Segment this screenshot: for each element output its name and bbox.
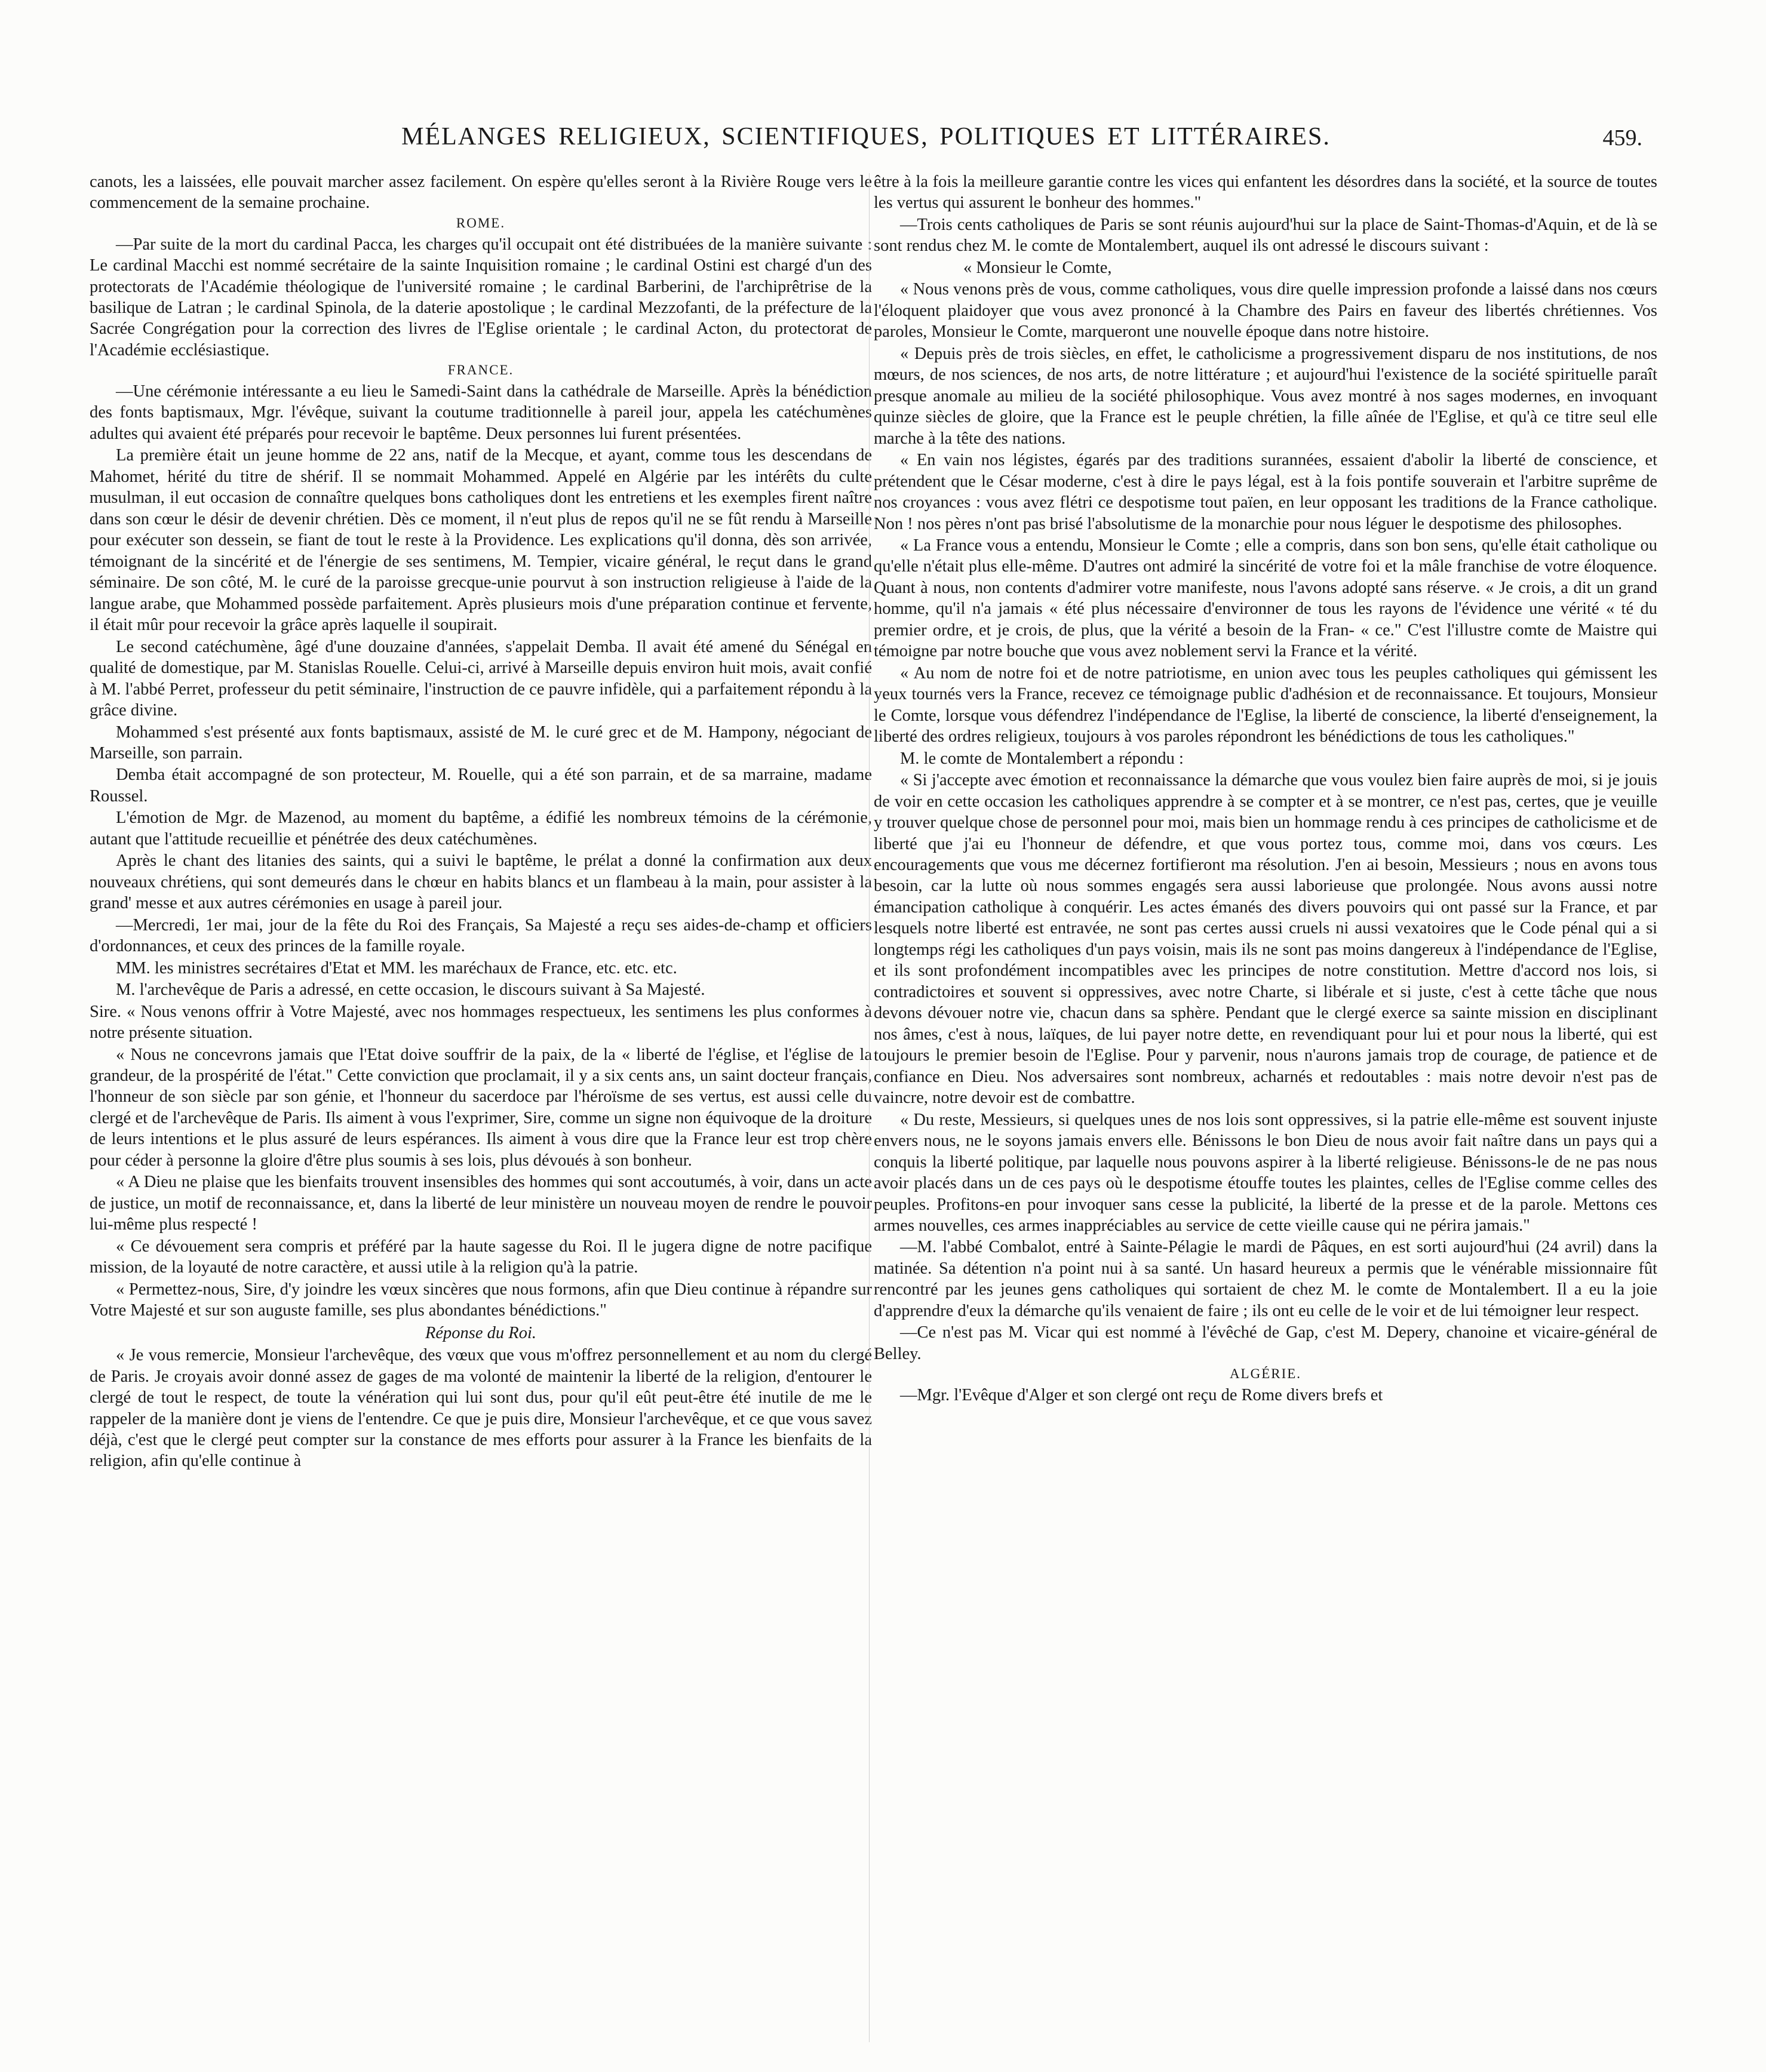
- article-paragraph: « En vain nos légistes, égarés par des traditions surannées, essaient d'abolir la liberté de conscience, et prétendent que le César moderne, c'est à dire le pays légal, est à la fois pontife souverain et l'arbitre suprême de nos croyances : vous avez flétri ce despotisme tout païen, en leur opposant les traditions de la France catholique. Non ! nos pères n'ont pas brisé l'absolutisme de la monarchie pour nous léguer le despotisme des philosophes.: [874, 451, 1657, 533]
- article-paragraph: Sire. « Nous venons offrir à Votre Majesté, avec nos hommages respectueux, les sentimens les plus conformes à notre présente situation.: [90, 1002, 872, 1043]
- article-paragraph: Demba était accompagné de son protecteur, M. Rouelle, qui a été son parrain, et de sa marraine, madame Roussel.: [90, 766, 872, 806]
- article-paragraph: « A Dieu ne plaise que les bienfaits trouvent insensibles des hommes qui sont accoutumés, à voir, dans un acte de justice, un motif de reconnaissance, et, dans la liberté de leur ministère un nouveau moyen de rendre le pouvoir lui-même plus respecté !: [90, 1173, 872, 1234]
- reply-heading: Réponse du Roi.: [425, 1323, 536, 1342]
- section-heading-france: FRANCE.: [447, 362, 514, 378]
- article-paragraph: Après le chant des litanies des saints, qui a suivi le baptême, le prélat a donné la confirmation aux deux nouveaux chrétiens, qui sont demeurés dans le chœur en habits blancs et un flambeau à la main, pour assister à la grand' messe et aux autres cérémonies en usage à pareil jour.: [90, 851, 872, 913]
- article-paragraph: M. le comte de Montalembert a répondu :: [900, 749, 1184, 768]
- article-paragraph: « Nous venons près de vous, comme catholiques, vous dire quelle impression profonde a laissé dans nos cœurs l'éloquent plaidoyer que vous avez prononcé à la Chambre des Pairs en faveur des libertés chrétiennes. Vos paroles, Monsieur le Comte, marqueront une nouvelle époque dans notre histoire.: [874, 280, 1657, 342]
- article-paragraph: La première était un jeune homme de 22 ans, natif de la Mecque, et ayant, comme tous les descendans de Mahomet, hérité du titre de shérif. Il se nommait Mohammed. Appelé en Algérie par les intérêts du culte musulman, il eut occasion de connaître quelques bons catholiques dont les entretiens et les exemples firent naître dans son cœur le désir de devenir chrétien. Dès ce moment, il n'eut plus de repos qu'il ne se fût rendu à Marseille pour exécuter son dessein, se fiant de tout le reste à la Providence. Les explications qu'il donna, dès son arrivée, témoignant de la sincérité et de l'énergie de ses sentimens, M. Tempier, vicaire général, le reçut dans le grand séminaire. De son côté, M. le curé de la paroisse grecque-unie pourvut à son instruction religieuse à l'aide de la langue arabe, que Mohammed possède parfaitement. Après plusieurs mois d'une préparation continue et fervente, il était mûr pour recevoir la grâce après laquelle il soupirait.: [90, 446, 872, 635]
- article-paragraph: M. l'archevêque de Paris a adressé, en cette occasion, le discours suivant à Sa Majesté.: [116, 980, 705, 1000]
- article-paragraph: —Trois cents catholiques de Paris se sont réunis aujourd'hui sur la place de Saint-Thomas-d'Aquin, et de là se sont rendus chez M. le comte de Montalembert, auquel ils ont adressé le discours suivant :: [874, 215, 1657, 256]
- article-paragraph: « Ce dévouement sera compris et préféré par la haute sagesse du Roi. Il le jugera digne de notre pacifique mission, de la loyauté de notre caractère, et aussi utile à la religion qu'à la patrie.: [90, 1237, 872, 1277]
- salutation: « Monsieur le Comte,: [963, 258, 1112, 277]
- article-paragraph: —Une cérémonie intéressante a eu lieu le Samedi-Saint dans la cathédrale de Marseille. Après la bénédiction des fonts baptismaux, Mgr. l'évêque, suivant la coutume traditionnelle à pareil jour, appela les catéchumènes adultes qui avaient été préparés pour recevoir le baptême. Deux personnes lui furent présentées.: [90, 382, 872, 443]
- article-paragraph: —Ce n'est pas M. Vicar qui est nommé à l'évêché de Gap, c'est M. Depery, chanoine et vicaire-général de Belley.: [874, 1323, 1657, 1363]
- section-heading-rome: ROME.: [456, 215, 506, 230]
- article-paragraph: —M. l'abbé Combalot, entré à Sainte-Pélagie le mardi de Pâques, en est sorti aujourd'hui (24 avril) dans la matinée. Sa détention n'a point nui à sa santé. Un hasard heureux a permis que le vénérable missionnaire fût rencontré par les jeunes gens catholiques qui sortaient de chez M. le comte de Montalembert. Il a eu la joie d'apprendre d'eux la démarche qu'ils venaient de faire ; ils ont eu celle de le voir et de lui témoigner leur respect.: [874, 1238, 1657, 1320]
- page-number: 459.: [1602, 125, 1642, 150]
- article-paragraph: « Au nom de notre foi et de notre patriotisme, en union avec tous les peuples catholiques qui gémissent les yeux tournés vers la France, recevez ce témoignage public d'adhésion et de reconnaissance. Et toujours, Monsieur le Comte, lorsque vous défendrez l'indépendance de l'Eglise, la liberté de conscience, la liberté d'enseignement, la liberté des ordres religieux, toujours à vos paroles répondront les bénédictions de tous les catholiques.": [874, 663, 1657, 746]
- article-paragraph: canots, les a laissées, elle pouvait marcher assez facilement. On espère qu'elles seront à la Rivière Rouge vers le commencement de la semaine prochaine.: [90, 173, 872, 213]
- column-divider: [869, 173, 870, 2042]
- article-paragraph: « Nous ne concevrons jamais que l'Etat doive souffrir de la paix, de la « liberté de l'église, et l'église de la grandeur, de la prospérité de l'état." Cette conviction que proclamait, il y a six cents ans, un saint docteur français, l'honneur de son siècle par son génie, et l'honneur du sacerdoce par l'héroïsme de ses vertus, est aussi celle du clergé et de l'archevêque de Paris. Ils aiment à vous l'exprimer, Sire, comme un signe non équivoque de la droiture de leurs intentions et le plus assuré de leurs espérances. Ils aiment à vous dire que la France leur est trop chère pour céder à personne la gloire d'être plus soumis à ses lois, plus dévoués à son bonheur.: [90, 1045, 872, 1170]
- article-paragraph: « Permettez-nous, Sire, d'y joindre les vœux sincères que nous formons, afin que Dieu continue à répandre sur Votre Majesté et sur son auguste famille, ses plus abondantes bénédictions.": [90, 1280, 872, 1320]
- article-paragraph: Le second catéchumène, âgé d'une douzaine d'années, s'appelait Demba. Il avait été amené du Sénégal en qualité de domestique, par M. Stanislas Rouelle. Celui-ci, arrivé à Marseille depuis environ huit mois, avait confié à M. l'abbé Perret, professeur du petit séminaire, l'instruction de ce pauvre infidèle, qui a parfaitement répondu à la grâce divine.: [90, 637, 872, 720]
- article-paragraph: « La France vous a entendu, Monsieur le Comte ; elle a compris, dans son bon sens, qu'elle était catholique ou qu'elle n'était plus elle-même. D'autres ont admiré la sincérité de votre foi et la mâle franchise de votre éloquence. Quant à nous, non contents d'admirer votre manifeste, nous l'avons adopté sans réserve. « Je crois, a dit un grand homme, qu'il n'a jamais « été plus nécessaire d'environner de tous les rayons de l'évidence une vérité « té du premier ordre, et je crois, de plus, que la vérité a besoin de la Fran- « ce." C'est l'illustre comte de Maistre qui témoigne par notre bouche que vous avez noblement servi la France et la vérité.: [874, 536, 1657, 661]
- article-paragraph: MM. les ministres secrétaires d'Etat et MM. les maréchaux de France, etc. etc. etc.: [116, 958, 677, 977]
- article-paragraph: L'émotion de Mgr. de Mazenod, au moment du baptême, a édifié les nombreux témoins de la cérémonie, autant que l'attitude recueillie et pénétrée des deux catéchumènes.: [90, 808, 872, 849]
- article-paragraph: —Mercredi, 1er mai, jour de la fête du Roi des Français, Sa Majesté a reçu ses aides-de-champ et officiers d'ordonnances, et ceux des princes de la famille royale.: [90, 915, 872, 956]
- page-header: [90, 122, 1642, 164]
- running-title: MÉLANGES RELIGIEUX, SCIENTIFIQUES, POLITIQUES ET LITTÉRAIRES.: [401, 123, 1331, 150]
- article-paragraph: « Je vous remercie, Monsieur l'archevêque, des vœux que vous m'offrez personnellement et au nom du clergé de Paris. Je croyais avoir donné assez de gages de ma volonté de maintenir la liberté de la religion, d'entourer le clergé de tout le respect, de toute la vénération qui lui sont dus, pour qu'il eût peut-être été inutile de me le rappeler de la manière dont je viens de l'entendre. Ce que je puis dire, Monsieur l'archevêque, et ce que vous savez déjà, c'est que le clergé peut compter sur la constance de mes efforts pour assurer à la France les bienfaits de la religion, afin qu'elle continue à: [90, 1346, 872, 1471]
- article-paragraph: —Mgr. l'Evêque d'Alger et son clergé ont reçu de Rome divers brefs et: [900, 1385, 1383, 1404]
- article-paragraph: « Depuis près de trois siècles, en effet, le catholicisme a progressivement disparu de nos institutions, de nos mœurs, de nos sciences, de nos arts, de notre littérature ; et aujourd'hui l'existence de la société spirituelle paraît presque anomale au milieu de la société philosophique. Vous avez montré à nos sages modernes, en invoquant quinze siècles de gloire, que la France est le peuple chrétien, la fille aînée de l'Eglise, et qu'à ce titre seul elle marche à la tête des nations.: [874, 344, 1657, 448]
- article-paragraph: « Du reste, Messieurs, si quelques unes de nos lois sont oppressives, si la patrie elle-même est souvent injuste envers nous, ne le soyons jamais envers elle. Bénissons le bon Dieu de nous avoir fait naître dans un pays qui a conquis la liberté politique, par laquelle nous pouvons aspirer à la liberté religieuse. Bénissons-le de ne pas nous avoir placés dans un de ces pays où le despotisme étouffe toutes les plaintes, celles de l'Eglise comme celles des peuples. Profitons-en pour invoquer sans cesse la publicité, la liberté de la presse et de la parole. Mettons ces armes nouvelles, ces armes inappréciables au service de cette vieille cause qui ne périra jamais.": [874, 1110, 1657, 1235]
- section-heading-algerie: ALGÉRIE.: [1229, 1366, 1302, 1382]
- left-column: [90, 171, 872, 2048]
- article-paragraph: —Par suite de la mort du cardinal Pacca, les charges qu'il occupait ont été distribuées de la manière suivante : Le cardinal Macchi est nommé secrétaire de la sainte Inquisition romaine ; le cardinal Ostini est chargé d'un des protectorats de l'Académie théologique de l'université romaine ; le cardinal Barberini, de l'archiprêtrise de la basilique de Latran ; le cardinal Spinola, de la daterie apostolique ; le cardinal Mezzofanti, de la préfecture de la Sacrée Congrégation pour la correction des livres de l'Eglise orientale ; le cardinal Acton, du protectorat de l'Académie ecclésiastique.: [90, 235, 872, 359]
- article-paragraph: « Si j'accepte avec émotion et reconnaissance la démarche que vous voulez bien faire auprès de moi, si je jouis de voir en cette occasion les catholiques apprendre à se compter et à se montrer, ce n'est pas, certes, que je veuille y trouver quelque chose de personnel pour moi, mais bien un hommage rendu à ces principes de catholicisme et de liberté que j'ai eu l'honneur de défendre, et que vous portez tous, comme moi, dans vos cœurs. Les encouragements que vous me décernez fortifieront ma résolution. J'en ai besoin, Messieurs ; nous en avons tous besoin, car la lutte où nous sommes engagés sera aussi laborieuse que prolongée. Nous avons aussi notre émancipation catholique à conquérir. Les actes émanés des divers pouvoirs qui ont passé sur la France, et par lesquels notre liberté est entravée, ne sont pas certes aussi cruels ni aussi vexatoires que le Code pénal qui a si longtemps régi les catholiques d'un pays voisin, mais ils ne sont pas moins dangereux à l'indépendance de l'Eglise, et ils sont profondément incompatibles avec les principes de notre constitution. Mettre d'accord nos lois, si contradictoires et souvent si oppressives, avec notre Charte, si libérale et si juste, c'est à cette tâche que nous devons dévouer notre vie, chacun dans sa sphère. Pendant que le clergé exerce sa sainte mission en disciplinant nos âmes, c'est à nous, laïques, de lui payer notre dette, en revendiquant pour lui et pour nous la liberté, qui est toujours le premier besoin de l'Eglise. Pour y parvenir, nous n'aurons jamais trop de courage, de patience et de confiance en Dieu. Nos adversaires sont nombreux, acharnés et redoutables : mais notre devoir n'est pas de vaincre, notre devoir est de combattre.: [874, 771, 1657, 1108]
- right-column: [874, 171, 1657, 2048]
- article-paragraph: être à la fois la meilleure garantie contre les vices qui enfantent les désordres dans la société, et la source de toutes les vertus qui assurent le bonheur des hommes.": [874, 173, 1657, 213]
- article-paragraph: Mohammed s'est présenté aux fonts baptismaux, assisté de M. le curé grec et de M. Hampony, négociant de Marseille, son parrain.: [90, 723, 872, 763]
